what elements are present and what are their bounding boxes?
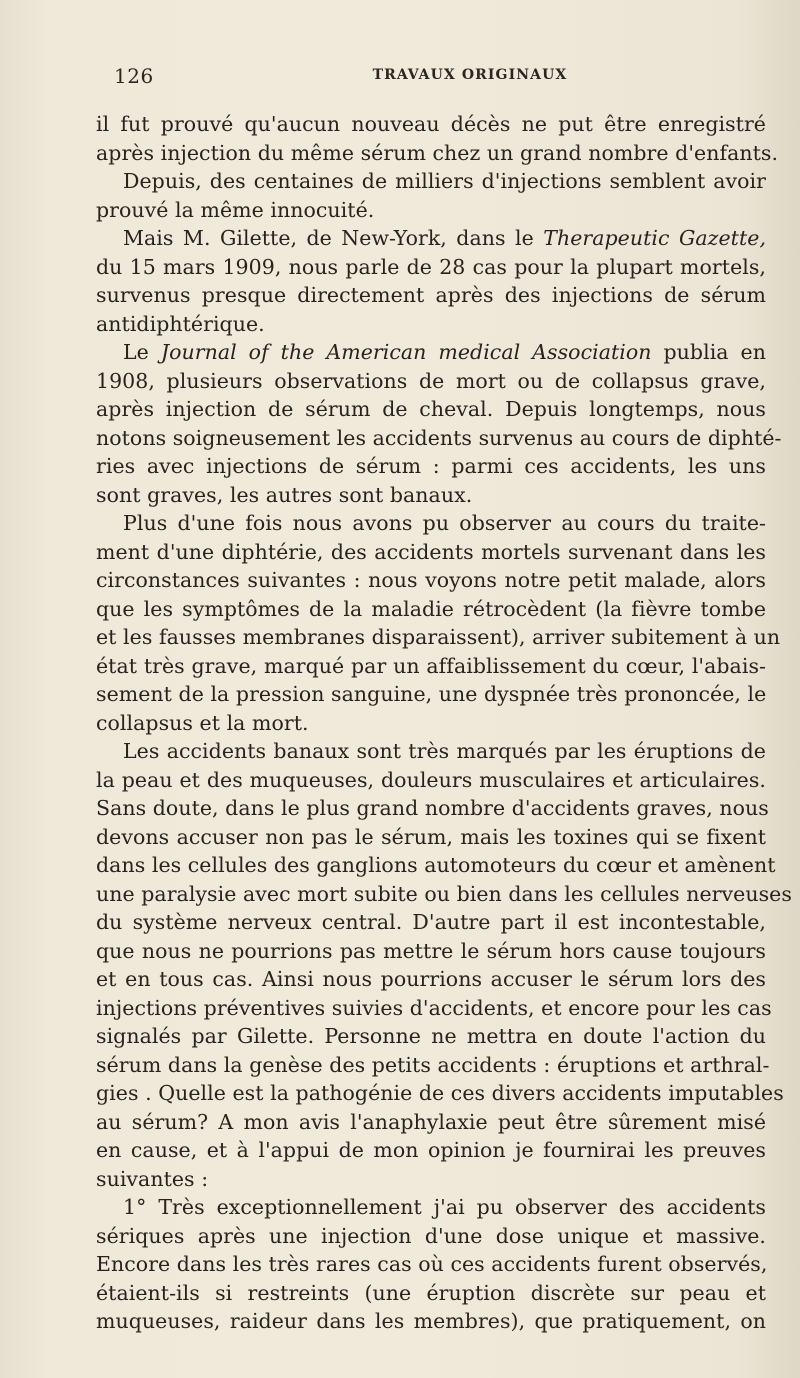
text-line: survenus presque directement après des injections de sérum xyxy=(96,283,766,307)
text-line: sement de la pression sanguine, une dyspnée très prononcée, le xyxy=(96,682,767,706)
text-line: sont graves, les autres sont banaux. xyxy=(96,482,473,507)
text-line: ries avec injections de sérum : parmi ces accidents, les uns xyxy=(96,454,766,478)
text-line: Les accidents banaux sont très marqués par les éruptions de xyxy=(123,739,766,763)
text-line: que les symptômes de la maladie rétrocèdent (la fièvre tombe xyxy=(96,596,766,621)
text-line: collapsus et la mort. xyxy=(96,710,309,735)
text-line: en cause, et à l'appui de mon opinion je fournirai les preuves xyxy=(96,1138,766,1162)
text-segment: Mais M. Gilette, de New-York, dans le xyxy=(123,226,534,250)
text-line: après injection du même sérum chez un grand nombre d'enfants. xyxy=(96,140,779,165)
page-number: 126 xyxy=(114,64,154,88)
text-line: étaient-ils si restreints (une éruption discrète sur peau et xyxy=(96,1280,766,1305)
text-line: et les fausses membranes disparaissent), arriver subitement à un xyxy=(96,625,781,649)
text-line: 1908, plusieurs observations de mort ou de collapsus grave, xyxy=(96,368,766,393)
text-line: gies . Quelle est la pathogénie de ces divers accidents imputables xyxy=(96,1081,784,1105)
italic-title: Journal of the American medical Association xyxy=(160,340,652,364)
text-line: muqueuses, raideur dans les membres), que pratiquement, on xyxy=(96,1309,766,1333)
text-line: du 15 mars 1909, nous parle de 28 cas pour la plupart mortels, xyxy=(96,254,766,279)
text-line: et en tous cas. Ainsi nous pourrions accuser le sérum lors des xyxy=(96,967,766,991)
text-line: du système nerveux central. D'autre part il est incontestable, xyxy=(96,910,766,934)
text-line: que nous ne pourrions pas mettre le sérum hors cause toujours xyxy=(96,938,766,963)
text-line xyxy=(96,338,766,367)
text-line: 1° Très exceptionnellement j'ai pu observer des accidents xyxy=(123,1195,766,1219)
text-line xyxy=(96,224,766,253)
body-text xyxy=(96,110,792,1336)
text-line: antidiphtérique. xyxy=(96,311,265,336)
text-line: état très grave, marqué par un affaiblissement du cœur, l'abais- xyxy=(96,653,766,678)
text-line: Plus d'une fois nous avons pu observer au cours du traite- xyxy=(123,511,766,535)
text-line: injections préventives suivies d'accidents, et encore pour les cas xyxy=(96,995,772,1020)
text-line: prouvé la même innocuité. xyxy=(96,197,375,222)
text-segment: publia en xyxy=(663,340,766,364)
text-line: sérum dans la genèse des petits accidents : éruptions et arthral- xyxy=(96,1052,770,1077)
text-line: Encore dans les très rares cas où ces accidents furent observés, xyxy=(96,1252,768,1276)
text-line: circonstances suivantes : nous voyons notre petit malade, alors xyxy=(96,568,766,592)
text-line: notons soigneusement les accidents survenus au cours de diphté- xyxy=(96,425,782,450)
text-line: suivantes : xyxy=(96,1166,209,1191)
text-line: dans les cellules des ganglions automoteurs du cœur et amènent xyxy=(96,853,776,877)
text-line: sériques après une injection d'une dose unique et massive. xyxy=(96,1223,766,1248)
running-title: TRAVAUX ORIGINAUX xyxy=(372,67,568,83)
italic-title: Therapeutic Gazette, xyxy=(543,226,767,250)
text-segment: Le xyxy=(123,340,149,364)
text-line: devons accuser non pas le sérum, mais les toxines qui se fixent xyxy=(96,824,766,849)
text-line: il fut prouvé qu'aucun nouveau décès ne put être enregistré xyxy=(96,112,766,136)
text-line: Depuis, des centaines de milliers d'injections semblent avoir xyxy=(123,169,766,193)
text-line: une paralysie avec mort subite ou bien dans les cellules nerveuses xyxy=(96,881,792,906)
text-line: la peau et des muqueuses, douleurs musculaires et articulaires. xyxy=(96,767,766,792)
text-line: signalés par Gilette. Personne ne mettra en doute l'action du xyxy=(96,1024,766,1048)
text-line: ment d'une diphtérie, des accidents mortels survenant dans les xyxy=(96,539,766,564)
text-line: après injection de sérum de cheval. Depuis longtemps, nous xyxy=(96,397,766,421)
text-line: Sans doute, dans le plus grand nombre d'accidents graves, nous xyxy=(96,796,769,820)
text-line: au sérum? A mon avis l'anaphylaxie peut être sûrement misé xyxy=(96,1109,766,1134)
page-header xyxy=(110,64,770,94)
